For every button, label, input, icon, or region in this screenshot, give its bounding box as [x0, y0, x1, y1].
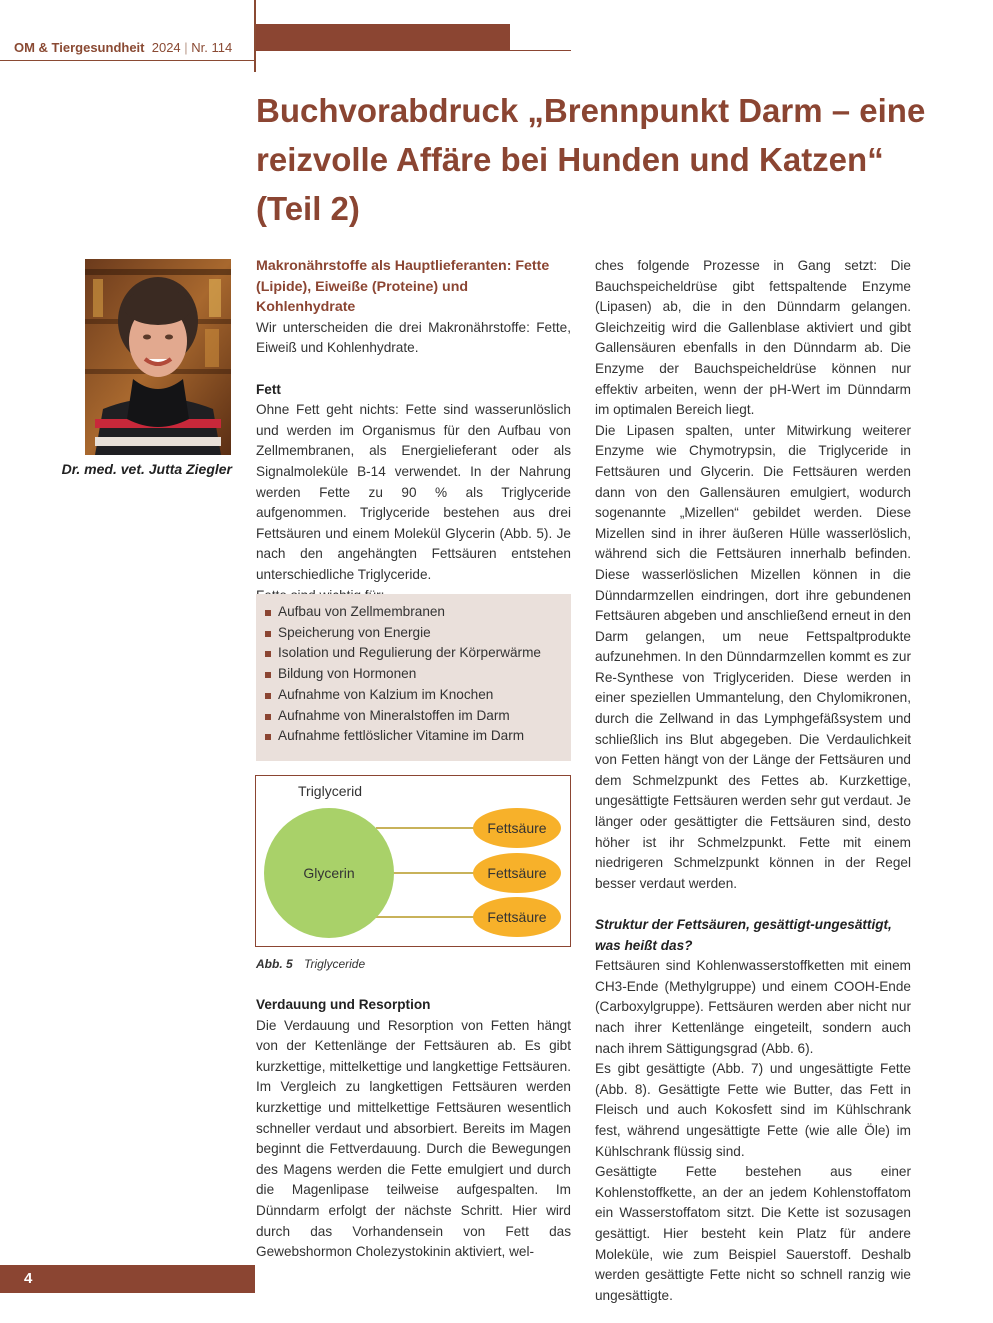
- journal-name: OM & Tiergesundheit: [14, 40, 145, 55]
- right-column: [595, 256, 911, 1306]
- header-accent-bar: [256, 24, 510, 50]
- section-heading-verdauung: Verdauung und Resorption: [256, 997, 431, 1012]
- intro-paragraph: Wir unterscheiden die drei Makronährstoffe: Fette, Eiweiß und Kohlenhydrate.: [256, 319, 571, 356]
- article-title: Buchvorabdruck „Brennpunkt Darm – eine reizvolle Affäre bei Hunden und Katzen“ (Teil 2): [256, 92, 926, 227]
- fettsaeure-label: Fettsäure: [487, 820, 547, 836]
- list-item: Aufnahme von Mineralstoffen im Darm: [278, 706, 571, 727]
- fettsaeure-label: Fettsäure: [487, 865, 547, 881]
- figure-label: Triglycerid: [298, 783, 363, 799]
- journal-issue: Nr. 114: [191, 40, 233, 55]
- section-heading-struktur: Struktur der Fettsäuren, gesättigt-ungesättigt, was heißt das?: [595, 917, 892, 953]
- fett-paragraph: Ohne Fett geht nichts: Fette sind wasserunlöslich und werden im Organismus für den Aufbau von Zellmembranen, als Energielieferant oder als Signalmoleküle B-14 verwendet. In der Nahrung werden Fette zu 90 % als Triglyceride aufgenommen. Triglyceride bestehen aus drei Fettsäuren und einem Molekül Glycerin (Abb. 5). Je nach den angehängten Fettsäuren entstehen unterschiedliche Triglyceride.: [256, 402, 571, 582]
- list-item: Aufnahme von Kalzium im Knochen: [278, 685, 571, 706]
- importance-list: [256, 594, 571, 747]
- header-thin-rule: [256, 50, 571, 51]
- triglyceride-diagram: [256, 776, 570, 946]
- left-column-bottom: [256, 995, 571, 1263]
- author-name: Dr. med. vet. Jutta Ziegler: [61, 461, 232, 477]
- footer-bar: [0, 1265, 255, 1293]
- section-heading-macronutrients: Makronährstoffe als Hauptlieferanten: Fette (Lipide), Eiweiße (Proteine) und Kohlenhydrate: [256, 258, 550, 316]
- journal-header: [14, 40, 232, 55]
- list-item: Speicherung von Energie: [278, 623, 571, 644]
- right-paragraph-3: Fettsäuren sind Kohlenwasserstoffketten mit einem CH3-Ende (Methylgruppe) und einem COOH-Ende (Carboxylgruppe). Fettsäuren werden aber nicht nur nach ihrer Kettenlänge eingeteilt, sondern auch nach ihrem Sättigungsgrad (Abb. 6).: [595, 958, 911, 1056]
- section-heading-fett: Fett: [256, 381, 281, 397]
- right-paragraph-1: ches folgende Prozesse in Gang setzt: Die Bauchspeicheldrüse gibt fettspaltende Enzyme (Lipasen) ab, die in den Dünndarm gelangen. Gleichzeitig wird die Gallenblase aktiviert und gibt Gallensäuren ebenfalls in den Dünndarm ab. Die Enzyme der Bauchspeicheldrüse können nur effektiv arbeiten, wenn der pH-Wert im Dünndarm im optimalen Bereich liegt.: [595, 258, 911, 418]
- author-photo: [85, 259, 231, 455]
- fettsaeure-label: Fettsäure: [487, 909, 547, 925]
- triglyceride-figure: [255, 775, 571, 947]
- page-number: 4: [24, 1270, 33, 1287]
- right-paragraph-5: Gesättigte Fette bestehen aus einer Kohlenstoffkette, an der an jedem Kohlenstoffatom ein Wasserstoffatom sitzt. Die Kette ist sozusagen gesättigt. Hier besteht kein Platz für andere Moleküle, wie zum Beispiel Sauerstoff. Deshalb werden gesättigte Fette nicht so schnell ranzig wie ungesättigte.: [595, 1164, 911, 1303]
- figure-caption: [256, 957, 365, 971]
- figure-caption-text: Triglyceride: [304, 957, 366, 971]
- glycerin-label: Glycerin: [303, 865, 355, 881]
- right-paragraph-2: Die Lipasen spalten, unter Mitwirkung weiterer Enzyme wie Chymotrypsin, die Triglyceride in Fettsäuren und Glycerin. Die Fettsäuren werden dann von den Gallensäuren emulgiert, wodurch sogenannte „Mizellen“ gebildet werden. Diese Mizellen sind in ihrer äußeren Hülle wasserlöslich, während sich die Fettsäuren innerhalb befinden. Diese wasserlöslichen Mizellen können in die Dünndarmzellen eindringen, dort ihre gebundenen Fettsäuren abgeben und anschließend erneut in den Darm gelangen, um neue Fettspaltprodukte aufzunehmen. In den Dünndarmzellen kommt es zur Re-Synthese von Triglyceriden. Diese werden in einer speziellen Ummantelung, den Chylomikronen, durch die Zellwand in das Lymphgefäßsystem und schließlich ins Blut abgegeben. Die Verdaulichkeit von Fetten hängt von der Länge der Fettsäuren und dem Schmelzpunkt des Fettes ab. Kurzkettige, ungesättigte Fettsäuren werden sehr gut verdaut. Je länger oder gesättigter die Fettsäuren sind, desto höher ist ihr Schmelzpunkt. Fette mit einem niedrigeren Schmelzpunkt können in der Regel besser verdaut werden.: [595, 422, 911, 891]
- importance-list-box: [256, 594, 571, 761]
- verdauung-paragraph: Die Verdauung und Resorption von Fetten hängt von der Kettenlänge der Fettsäuren ab. Es gibt kurzkettige, mittelkettige und langkettige Fettsäuren. Im Vergleich zu langkettigen Fettsäuren werden kurzkettige und mittelkettige Fettsäuren wesentlich schneller verdaut und absorbiert. Bereits im Magen beginnt die Fettverdauung. Durch die Bewegungen des Magens werden die Fette emulgiert und durch die Magenlipase teilweise aufgespalten. Im Dünndarm erfolgt der nächste Schritt. Hier wird durch das Vorhandensein von Fett das Gewebshormon Cholezystokinin aktiviert, wel-: [256, 1017, 571, 1260]
- list-item: Isolation und Regulierung der Körperwärme: [278, 643, 571, 664]
- journal-year: 2024: [151, 40, 181, 55]
- right-paragraph-4: Es gibt gesättigte (Abb. 7) und ungesättigte Fette (Abb. 8). Gesättigte Fette wie Butter, das Fett in Fleisch und auch Kokosfett sind im Kühlschrank fest, während ungesättigte Fette (wie alle Öle) im Kühlschrank flüssig sind.: [595, 1061, 911, 1159]
- list-item: Aufbau von Zellmembranen: [278, 602, 571, 623]
- list-item: Aufnahme fettlöslicher Vitamine im Darm: [278, 726, 571, 747]
- header-separator: |: [184, 40, 188, 55]
- figure-caption-number: Abb. 5: [256, 957, 293, 971]
- left-column-top: [256, 256, 571, 606]
- list-item: Bildung von Hormonen: [278, 664, 571, 685]
- header-rule: [0, 60, 254, 61]
